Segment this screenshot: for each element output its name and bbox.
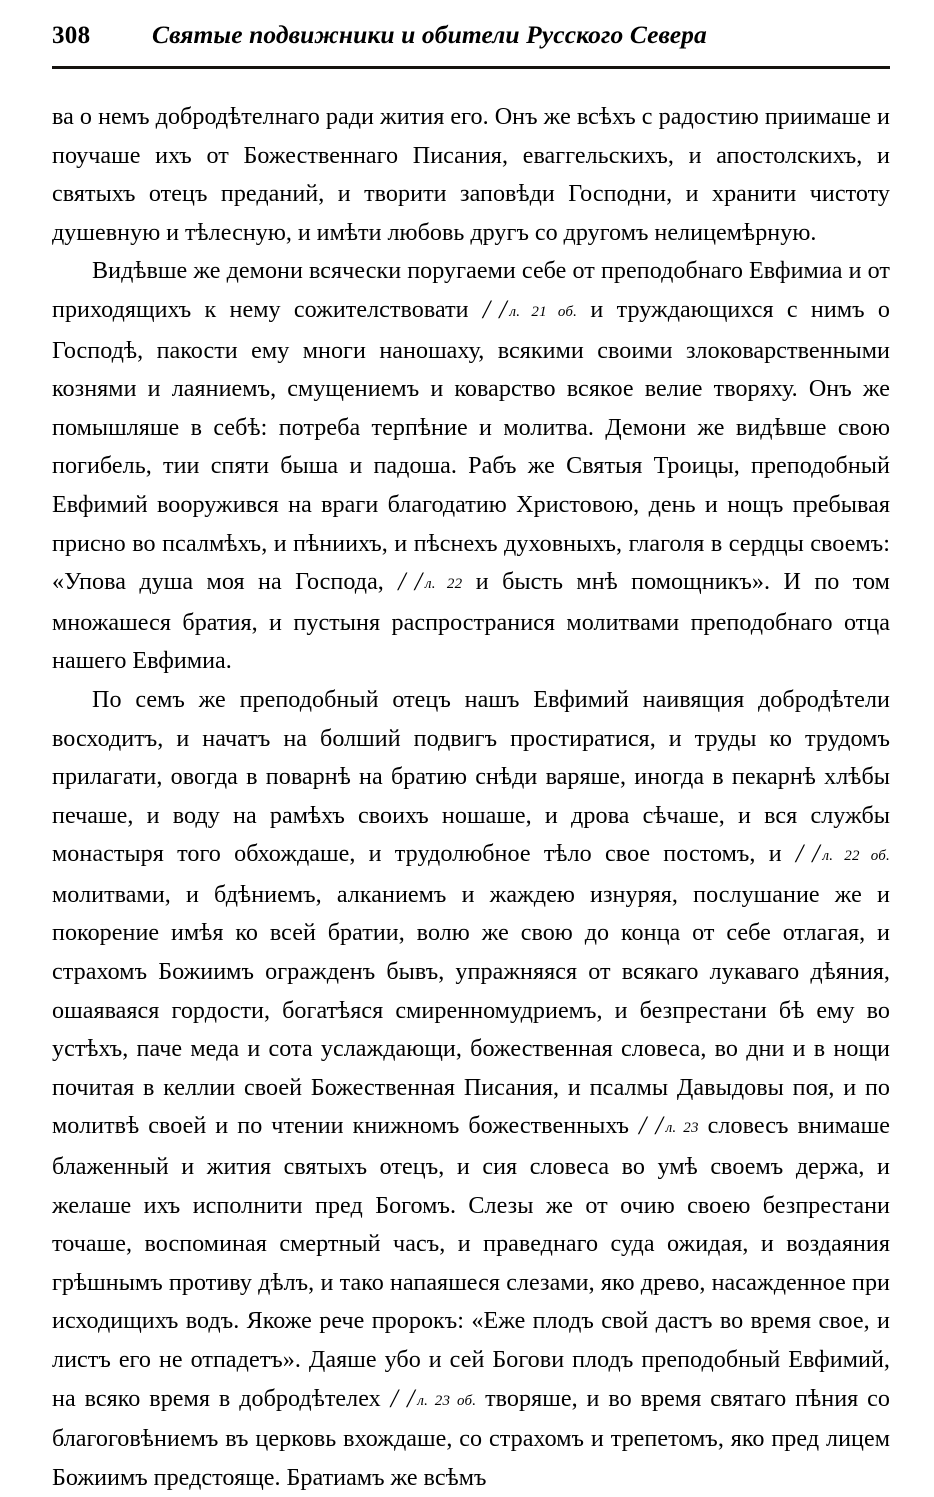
- paragraph: [52, 681, 890, 1497]
- folio-marker-slashes: / /: [398, 567, 424, 597]
- header-rule: [52, 66, 890, 69]
- folio-marker-label: л. 23: [665, 1120, 699, 1137]
- text-run: словесъ внимаше блаженный и жития святыхъ отецъ, и сия словеса во умѣ своемъ держа, и желаше ихъ исполнити пред Богомъ. Слезы же от очию своею безпрестани точаше, воспоминая смертный часъ, и праведнаго суда ожидая, и воздаяния грѣшнымъ противу дѣлъ, и тако напаяшеся слезами, яко древо, насажденное при исходищихъ водъ. Якоже рече пророкъ: «Еже плодъ свой дастъ во время свое, и листъ его не отпадетъ». Даяше убо и сей Богови плодъ преподобный Евфимий, на всяко время в добродѣтелех: [52, 1113, 890, 1412]
- text-run: ва о немъ добродѣтелнаго ради жития его. Онъ же всѣхъ с радостию приимаше и поучаше ихъ от Божественнаго Писания, еваггельскихъ, и апостолскихъ, и святыхъ отецъ преданий, и творити заповѣди Господни, и хранити чистоту душевную и тѣлесную, и имѣти любовь другъ со другомъ нелицемѣрную.: [52, 104, 890, 246]
- text-run: и труждающихся с нимъ о Господѣ, пакости ему многи наношаху, всякими своими злоковарственными кознями и лаяниемъ, смущениемъ и коварство всякое велие творяху. Онъ же помышляше в себѣ: потреба терпѣние и молитва. Демони же видѣвше свою погибель, тии спяти быша и падоша. Рабъ же Святыя Троицы, преподобный Евфимий вооружився на враги благодатию Христовою, день и нощъ пребывая присно во псалмѣхъ, и пѣниихъ, и пѣснехъ духовныхъ, глаголя в сердцы своемъ: «Упова душа моя на Господа,: [52, 296, 890, 596]
- folio-marker-label: л. 22: [424, 576, 463, 593]
- text-run: Видѣвше же демони всячески поругаеми себе от преподобнаго Евфимиа и от приходящихъ к нему сожителствовати: [52, 258, 890, 323]
- folio-marker-slashes: / /: [390, 1383, 417, 1413]
- text-run: творяше, и во время святаго пѣния со благоговѣниемъ въ церковь вхождаше, со страхомъ и трепетомъ, яко пред лицем Божиимъ предстояще. Братиамъ же всѣмъ: [52, 1385, 891, 1491]
- body-text-column: [52, 98, 890, 1497]
- folio-marker: [482, 294, 578, 324]
- folio-marker-label: л. 21 об.: [509, 303, 578, 320]
- text-run: По семъ же преподобный отецъ нашъ Евфимий наивящия добродѣтели восходитъ, и начатъ на болший подвигъ простиратися, и труды ко трудомъ прилагати, овогда в поварнѣ на братию снѣди варяше, иногда в пекарнѣ хлѣбы печаше, и воду на рамѣхъ своихъ ношаше, и дрова сѣчаше, и вся службы монастыря того обхождаше, и трудолюбное тѣло свое постомъ, и: [52, 686, 890, 868]
- folio-marker: [638, 1113, 699, 1139]
- folio-marker-label: л. 23 об.: [417, 1392, 477, 1409]
- running-head: [52, 22, 890, 62]
- folio-marker: [795, 841, 890, 867]
- text-run: молитвами, и бдѣниемъ, алканиемъ и жаждею изнуряя, послушание же и покорение имѣя ко всей братии, волю же свою до конца от себе отлагая, и страхомъ Божиимъ огражденъ бывъ, упражняяся от всякаго лукаваго дѣяния, ошаяваяся гордости, богатѣяся смиренномудриемъ, и безпрестани бѣ ему во устѣхъ, паче меда и сота услаждающи, божественная словеса, во дни и в нощи почитая в келлии своей Божественная Писания, и псалмы Давыдовы поя, и по молитвѣ своей и по чтении книжномъ божественныхъ: [52, 881, 890, 1140]
- folio-marker-label: л. 22 об.: [822, 848, 890, 865]
- text-run: и бысть мнѣ помощникъ». И по том множашеся братия, и пустыня распространися молитвами преподобнаго отца нашего Евфимиа.: [52, 569, 890, 675]
- folio-marker-slashes: / /: [639, 1111, 665, 1141]
- paragraph: [52, 98, 890, 252]
- running-title: Святые подвижники и обители Русского Севера: [152, 20, 707, 49]
- folio-marker-slashes: / /: [482, 294, 509, 324]
- folio-marker: [390, 1383, 477, 1413]
- page-number: 308: [52, 22, 91, 49]
- paragraph: [52, 252, 890, 681]
- folio-marker: [397, 569, 462, 595]
- folio-marker-slashes: / /: [795, 839, 822, 869]
